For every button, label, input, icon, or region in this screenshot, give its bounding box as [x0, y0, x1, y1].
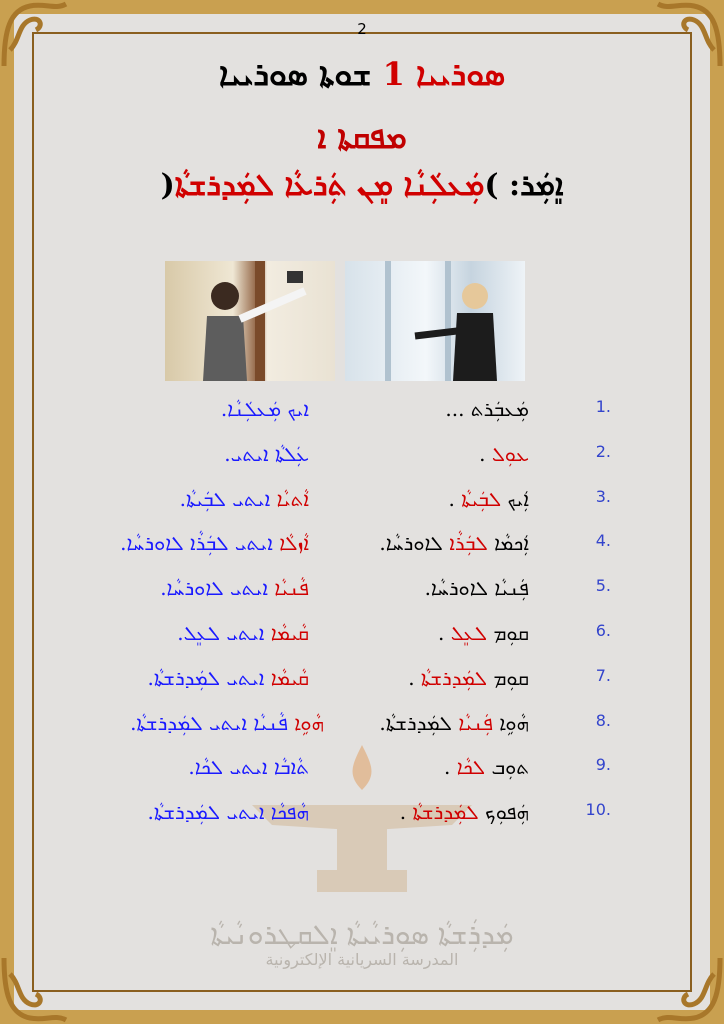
command-tail-text: .	[448, 486, 455, 511]
command-phrase	[329, 531, 529, 555]
response-blue-text: ܐܝܟ ܡܲܥܠܲܢܵܐ.	[220, 397, 309, 421]
response-phrase	[49, 800, 309, 824]
title-word-red: ܣܘܪܝܝܐ	[416, 55, 506, 93]
page-number: 2	[357, 20, 367, 38]
command-black-text: ܩܘܼܡ	[493, 665, 529, 690]
row-number: 6.	[595, 621, 611, 640]
response-blue-text: ܦܵܢܝܵܐ ܐܝܬܝ ܠܡܲܕܪܫܬܵܐ.	[130, 710, 288, 735]
row-number: 5.	[595, 576, 611, 596]
command-red-text: ܦܲܢܝܵܐ	[458, 710, 493, 735]
response-phrase	[49, 442, 309, 466]
response-blue-text: ܗܵܦܟܵܐ ܐܝܬܝ ܠܡܲܕܪܫܬܵܐ.	[147, 800, 309, 825]
phrase-row	[0, 666, 724, 696]
command-tail-text: .	[408, 665, 415, 690]
phrase-row	[0, 397, 724, 427]
response-blue-text: ܐܝܬܝ ܠܒܲܪܵܐ ܠܐܘܪܚܵܐ.	[120, 531, 273, 556]
command-phrase	[329, 576, 529, 600]
command-black-text: ܬܘܼܒ	[491, 755, 529, 780]
command-black-text: ܗܵܘܹܐ	[499, 710, 529, 735]
response-phrase	[24, 711, 324, 735]
command-tail-text: .	[437, 621, 445, 645]
phrase-row	[0, 621, 724, 651]
command-phrase	[329, 442, 529, 466]
row-number: 8.	[595, 710, 611, 730]
response-phrase	[49, 755, 309, 779]
phrase-row	[0, 576, 724, 606]
topic-label: ܐܸܡܲܪ:	[509, 168, 564, 203]
command-red-text: ܠܥܸܠ	[450, 621, 488, 645]
lesson-subtitle: ܡܦܩܬܐ ܐ	[317, 118, 407, 156]
response-red-text: ܐܵܙܠܵܐ	[279, 531, 309, 556]
watermark-syriac: ܡܲܕܪܲܫܬܵܐ ܣܘܼܪܝܵܝܬܵܐ ܐܸܠܩܛܪܘܢܵܝܬܵܐ	[210, 918, 514, 951]
command-tail-text: ܠܐܘܪܚܵܐ.	[379, 531, 443, 556]
response-blue-text: ܥܲܠܬܵܐ ܐܝܬܝ.	[224, 441, 309, 466]
response-phrase	[49, 397, 309, 421]
command-tail-text: .	[443, 755, 451, 780]
phrase-row	[0, 487, 724, 517]
response-blue-text: ܐܝܬܝ ܠܒܲܝܬܵܐ.	[179, 486, 271, 511]
command-black-text: ܐܲܟܡܵܐ	[494, 531, 529, 556]
phrase-row	[0, 442, 724, 472]
lesson-title	[0, 55, 724, 94]
row-number: 4.	[595, 531, 611, 551]
command-red-text: ܠܒܲܪܵܐ	[449, 531, 488, 556]
command-phrase	[329, 755, 529, 779]
row-number: 2.	[595, 441, 611, 461]
command-red-text: ܠܡܲܕܪܫܬܵܐ	[412, 800, 479, 825]
topic-paren-open: (	[160, 168, 175, 203]
response-blue-text: ܐܝܬܝ ܠܐܘܪܚܵܐ.	[160, 576, 269, 601]
command-tail-text: ܠܡܲܕܪܫܬܵܐ.	[379, 710, 452, 735]
response-phrase	[49, 621, 309, 645]
watermark-arabic: المدرسة السريانية الإلكترونية	[265, 950, 459, 969]
command-phrase	[329, 711, 529, 735]
response-red-text: ܩܵܝܡܵܐ	[270, 665, 309, 690]
row-number: 7.	[595, 665, 611, 685]
command-tail-text: .	[479, 441, 486, 466]
photo-woman-entering	[345, 261, 525, 381]
command-black-text: ܗܲܦܘܼܟ	[485, 800, 529, 825]
title-lesson-number: 1	[382, 55, 405, 93]
command-red-text: ܠܒܲܝܬܵܐ	[461, 486, 502, 511]
row-number: 9.	[595, 755, 611, 775]
response-red-text: ܐܵܬܝܵܐ	[276, 486, 309, 511]
response-phrase	[49, 666, 309, 690]
phrase-row	[0, 711, 724, 741]
command-phrase	[329, 666, 529, 690]
command-phrase	[329, 397, 529, 421]
command-phrase	[329, 487, 529, 511]
row-number: 3.	[595, 486, 611, 506]
command-black-text: ܩܘܼܡ	[493, 621, 529, 645]
command-red-text: ܠܟܵܐ	[456, 755, 486, 780]
response-phrase	[49, 487, 309, 511]
command-phrase	[329, 800, 529, 824]
command-black-text: ܡܲܥܒܲܪܬ ...	[445, 397, 529, 421]
phrase-row	[0, 755, 724, 785]
topic-paren-close: )	[484, 168, 499, 203]
response-phrase	[49, 576, 309, 600]
topic-text: ܡܲܥܠܲܢܵܐ ܡܸܢ ܬܲܪܥܵܐ ܠܡܲܕܪܫܬܵܐ	[174, 168, 485, 203]
response-red-text: ܦܵܢܝܵܐ	[274, 576, 309, 601]
phrase-row	[0, 800, 724, 830]
command-phrase	[329, 621, 529, 645]
lesson-topic	[0, 168, 724, 203]
command-red-text: ܥܘܼܠ	[491, 441, 529, 466]
response-phrase	[49, 531, 309, 555]
command-tail-text: ܠܐܘܪܚܵܐ.	[424, 576, 489, 601]
response-blue-text: ܬܵܐܒܵܐ ܐܝܬܝ ܠܟܵܐ.	[188, 755, 309, 780]
command-black-text: ܦܲܢܝܵܐ	[494, 576, 529, 601]
command-red-text: ܠܡܲܕܪܫܬܵܐ	[420, 665, 488, 690]
phrase-row	[0, 531, 724, 561]
response-red-text: ܗܵܘܹܐ	[294, 710, 324, 735]
title-word-black: ܫܘܬܐ ܣܘܪܝܝܐ	[218, 55, 372, 93]
photo-woman-at-door	[165, 261, 335, 381]
row-number: 1.	[595, 397, 611, 416]
row-number: 10.	[585, 800, 611, 820]
response-red-text: ܩܵܝܡܵܐ	[270, 621, 309, 645]
response-blue-text: ܐܝܬܝ ܠܥܸܠ.	[177, 621, 265, 645]
response-blue-text: ܐܝܬܝ ܠܡܲܕܪܫܬܵܐ.	[147, 665, 265, 690]
command-tail-text: .	[399, 800, 407, 825]
command-black-text: ܐܲܝܟ	[507, 486, 529, 511]
